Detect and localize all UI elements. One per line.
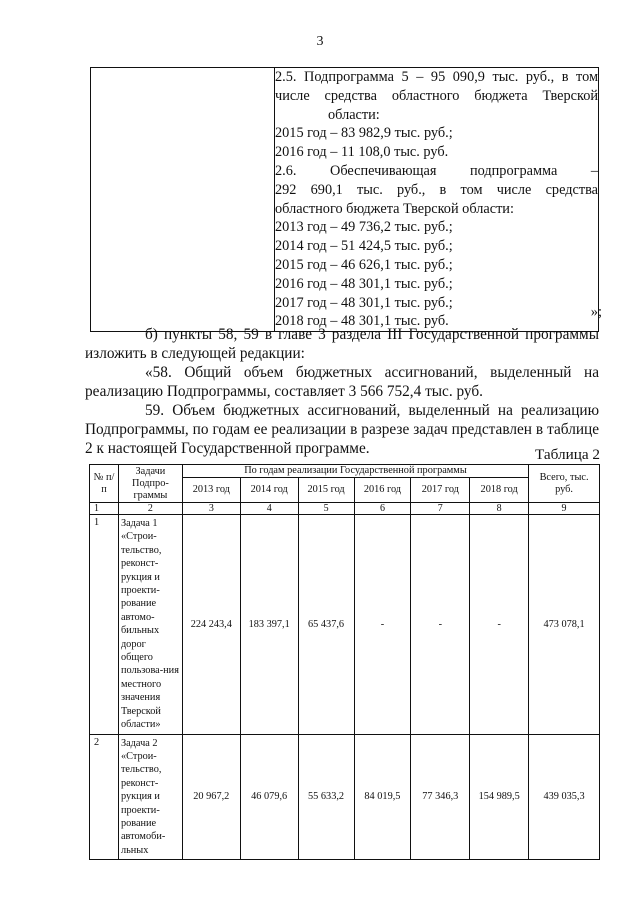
value-cell: - [411,515,470,735]
paragraph-59: 59. Объем бюджетных ассигнований, выделенный на реализацию Подпрограммы, по годам ее реализации в разрезе задач представлен в таблице 2 к настоящей Государственной программе. [85,402,599,457]
funding-line: 2015 год – 46 626,1 тыс. руб.; [275,256,453,273]
funding-details-cell [275,68,599,332]
column-index: 9 [529,503,600,515]
funding-line: 2016 год – 48 301,1 тыс. руб.; [275,275,453,292]
total-cell: 439 035,3 [529,734,600,860]
row-number: 1 [90,515,119,735]
column-index: 3 [182,503,240,515]
page-number: 3 [316,34,324,49]
value-cell: 55 633,2 [298,734,354,860]
column-index: 7 [411,503,470,515]
column-index: 6 [354,503,411,515]
funding-line: 2015 год – 83 982,9 тыс. руб.; [275,125,453,142]
value-cell: 224 243,4 [182,515,240,735]
funding-line: 292 690,1 тыс. руб., в том числе средства [275,181,598,198]
header-years-group: По годам реализации Государственной программы [182,465,528,478]
value-cell: 65 437,6 [298,515,354,735]
value-cell: - [470,515,529,735]
funding-line: 2.5. Подпрограмма 5 – 95 090,9 тыс. руб., в том [275,69,598,85]
funding-summary-table [90,67,599,332]
funding-line: 2013 год – 49 736,2 тыс. руб.; [275,219,453,236]
funding-line: области: [328,106,380,123]
header-year: 2013 год [182,478,240,503]
header-year: 2015 год [298,478,354,503]
value-cell: 183 397,1 [240,515,298,735]
funding-line: 2014 год – 51 424,5 тыс. руб.; [275,238,453,255]
header-total: Всего, тыс. руб. [529,465,600,503]
task-description: Задача 1 «Строи-тельство, реконст-рукция и проекти-рование автомо-бильных дорог общего пользова-ния местного значения Тверской области» [118,515,182,735]
funding-line: 2018 год – 48 301,1 тыс. руб. [275,313,449,330]
header-year: 2016 год [354,478,411,503]
column-index: 8 [470,503,529,515]
column-index-row [90,503,600,515]
funding-line: числе средства областного бюджета Тверской [275,87,598,104]
value-cell: 84 019,5 [354,734,411,860]
paragraph-amendment: б) пункты 58, 59 в главе 3 раздела III Государственной программы изложить в следующей редакции: [85,326,599,362]
funding-line: 2017 год – 48 301,1 тыс. руб.; [275,294,453,311]
value-cell: 20 967,2 [182,734,240,860]
column-index: 2 [118,503,182,515]
funding-line: областного бюджета Тверской области: [275,200,514,217]
value-cell: 46 079,6 [240,734,298,860]
value-cell: 154 989,5 [470,734,529,860]
funding-line: 2016 год – 11 108,0 тыс. руб. [275,144,449,161]
total-cell: 473 078,1 [529,515,600,735]
header-tasks: Задачи Подпро-граммы [118,465,182,503]
task-description: Задача 2 «Строи-тельство, реконст-рукция и проекти-рование автомоби-льных [118,734,182,860]
table-row [90,734,600,860]
value-cell: - [354,515,411,735]
header-year: 2017 год [411,478,470,503]
table-row [90,515,600,735]
header-number: № п/п [90,465,119,503]
column-index: 5 [298,503,354,515]
column-index: 4 [240,503,298,515]
budget-by-task-table [89,464,600,860]
funding-line: 2.6. Обеспечивающая подпрограмма – [275,162,598,179]
header-year: 2014 год [240,478,298,503]
table-caption: Таблица 2 [535,446,600,463]
paragraph-58: «58. Общий объем бюджетных ассигнований, выделенный на реализацию Подпрограммы, составляет 3 566 752,4 тыс. руб. [85,364,599,400]
column-index: 1 [90,503,119,515]
header-year: 2018 год [470,478,529,503]
closing-quote: »; [590,304,602,320]
empty-left-cell [91,68,275,332]
row-number: 2 [90,734,119,860]
value-cell: 77 346,3 [411,734,470,860]
